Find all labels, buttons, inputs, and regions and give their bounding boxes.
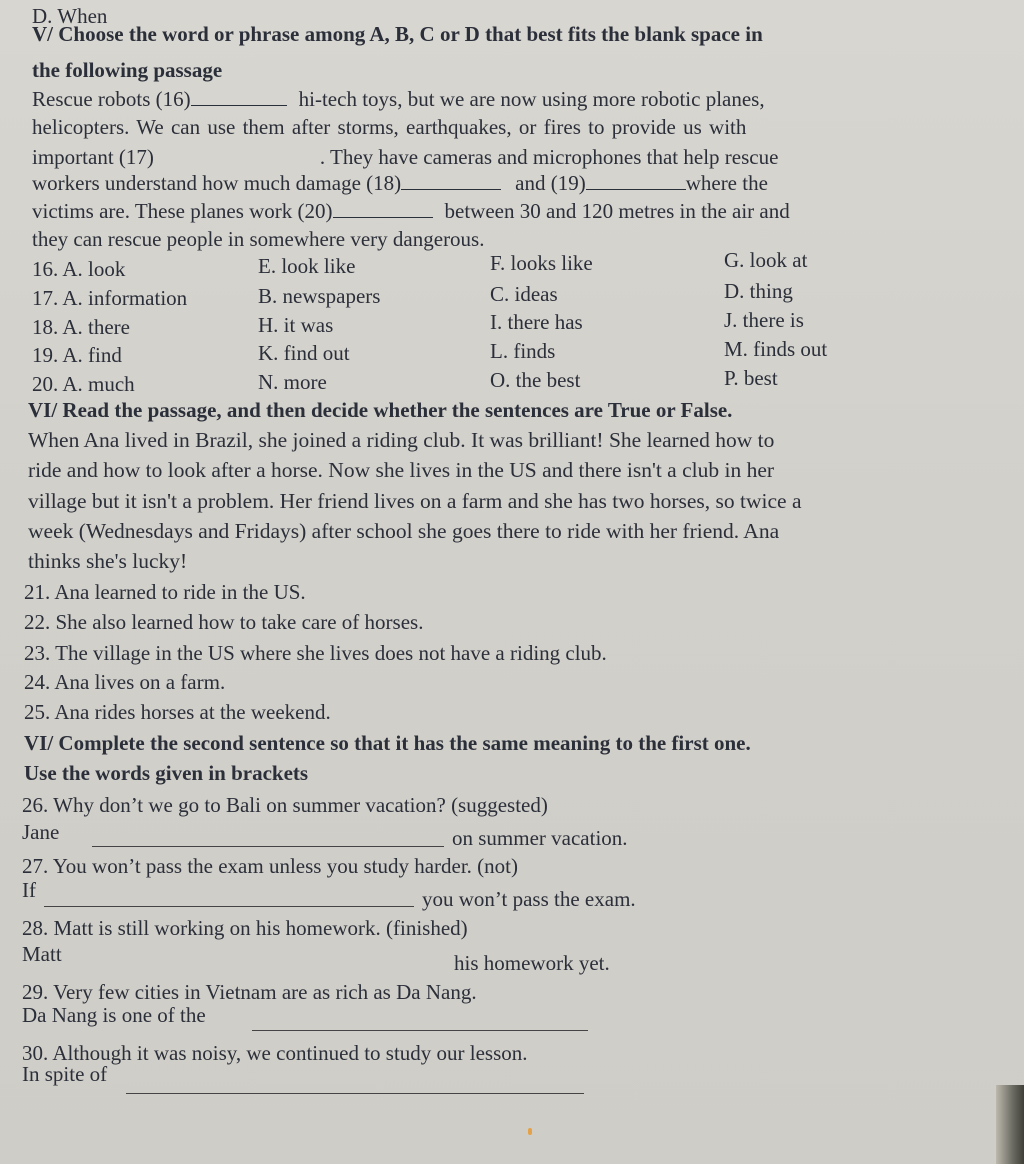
option-20-o[interactable]: O. the best [490,368,581,392]
question-30: 30. Although it was noisy, we continued to study our lesson. [22,1041,528,1065]
option-20-n[interactable]: N. more [258,370,327,394]
answer-28-end: his homework yet. [454,951,610,975]
option-17-a[interactable]: 17. A. information [32,286,188,310]
option-19-a[interactable]: 19. A. find [32,343,122,367]
passage5-line6: they can rescue people in somewhere very dangerous. [32,227,485,251]
answer-30-start: In spite of [22,1062,108,1086]
option-18-h[interactable]: H. it was [258,313,334,337]
option-18-i[interactable]: I. there has [490,310,583,334]
statement-25: 25. Ana rides horses at the weekend. [24,700,331,724]
answer-27-line[interactable] [44,906,414,907]
passage5-line3-rest: . They have cameras and microphones that help rescue [319,145,779,169]
answer-29-line[interactable] [252,1030,588,1031]
blank-16[interactable] [191,87,287,106]
statement-21: 21. Ana learned to ride in the US. [24,580,306,604]
blank-18[interactable] [401,171,501,190]
answer-26-start: Jane [22,820,60,844]
passage5-line5 [32,199,790,223]
option-16-f[interactable]: F. looks like [490,251,593,275]
option-20-p[interactable]: P. best [724,366,778,390]
option-19-m[interactable]: M. finds out [724,337,828,361]
passage6-line4: week (Wednesdays and Fridays) after school she goes there to ride with her friend. Ana [28,519,780,543]
blank-20[interactable] [333,199,433,218]
passage5-line2: helicopters. We can use them after storms, earthquakes, or fires to provide us with [32,115,747,139]
statement-22: 22. She also learned how to take care of horses. [24,610,424,634]
passage5-line1-rest: hi-tech toys, but we are now using more robotic planes, [298,87,765,111]
question-29: 29. Very few cities in Vietnam are as rich as Da Nang. [22,980,477,1004]
passage5-line1 [32,87,765,111]
section7-title-line1: VI/ Complete the second sentence so that it has the same meaning to the first one. [24,731,751,755]
passage6-line1: When Ana lived in Brazil, she joined a riding club. It was brilliant! She learned how to [28,428,775,452]
answer-26-line[interactable] [92,846,444,847]
passage5-line4-rest: where the [685,171,768,195]
passage5-20-label: victims are. These planes work (20) [32,199,333,223]
passage5-line4 [32,171,768,195]
statement-23: 23. The village in the US where she lives does not have a riding club. [24,641,607,665]
table-edge-shadow [996,1085,1024,1164]
question-26: 26. Why don’t we go to Bali on summer vacation? (suggested) [22,793,548,817]
option-18-j[interactable]: J. there is [724,308,804,332]
passage5-17-label: important (17) [32,145,154,169]
passage5-16-label: Rescue robots (16) [32,87,191,111]
section5-title-line2: the following passage [32,58,223,82]
passage5-19-label: and (19) [515,171,586,195]
passage5-18-label: workers understand how much damage (18) [32,171,402,195]
answer-27-start: If [22,878,36,902]
statement-24: 24. Ana lives on a farm. [24,670,226,694]
passage6-line2: ride and how to look after a horse. Now she lives in the US and there isn't a club in her [28,458,775,482]
light-reflection-mark [528,1128,532,1135]
option-17-b[interactable]: B. newspapers [258,284,381,308]
option-17-d[interactable]: D. thing [724,279,793,303]
option-19-k[interactable]: K. find out [258,341,350,365]
section6-title: VI/ Read the passage, and then decide whether the sentences are True or False. [28,398,733,422]
answer-26-end: on summer vacation. [452,826,628,850]
previous-option-line: D. When [32,4,108,28]
answer-28-start: Matt [22,942,62,966]
question-28: 28. Matt is still working on his homework. (finished) [22,916,468,940]
answer-30-line[interactable] [126,1093,584,1094]
question-27: 27. You won’t pass the exam unless you study harder. (not) [22,854,518,878]
section5-title-text1: V/ Choose the word or phrase among A, B, C or D that best fits the blank space in [32,22,763,46]
option-16-g[interactable]: G. look at [724,248,808,272]
answer-29-start: Da Nang is one of the [22,1003,206,1027]
passage5-line5-rest: between 30 and 120 metres in the air and [444,199,790,223]
passage6-line5: thinks she's lucky! [28,549,188,573]
option-16-a[interactable]: 16. A. look [32,257,126,281]
option-17-c[interactable]: C. ideas [490,282,558,306]
passage6-line3: village but it isn't a problem. Her friend lives on a farm and she has two horses, so twice a [28,489,802,513]
blank-19[interactable] [586,171,686,190]
option-16-e[interactable]: E. look like [258,254,356,278]
option-19-l[interactable]: L. finds [490,339,556,363]
section7-title-line2: Use the words given in brackets [24,761,309,785]
passage5-line3 [32,145,778,169]
answer-27-end: you won’t pass the exam. [422,887,636,911]
option-18-a[interactable]: 18. A. there [32,315,130,339]
option-20-a[interactable]: 20. A. much [32,372,135,396]
